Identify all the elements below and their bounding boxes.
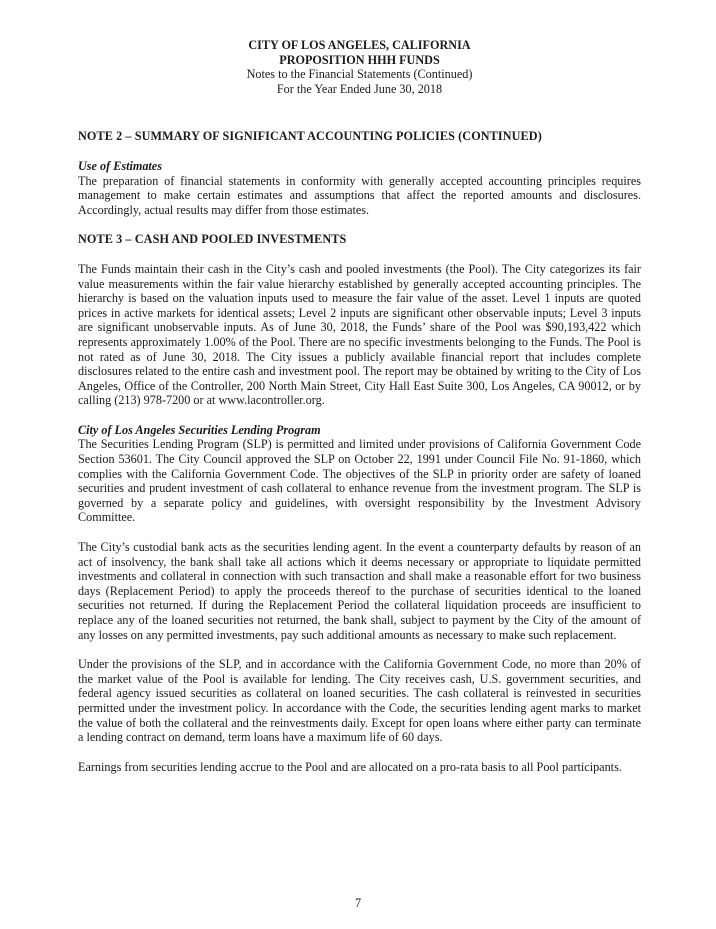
header-period-line: For the Year Ended June 30, 2018: [276, 81, 443, 96]
header-fund-line: PROPOSITION HHH FUNDS: [279, 52, 440, 67]
slp-collateral-paragraph: Under the provisions of the SLP, and in accordance with the California Government Code, no more than 20% of the market value of the Pool is available for lending. The City receives cash, U.S. government securities, and federal agency issued securities as collateral on loaned securities. The cash collateral is reinvested in securities permitted under the investment policy. In accordance with the Code, the securities lending agent marks to market the value of both the collateral and the reinvestments daily. Except for open loans where either party can terminate a lending contract on demand, term loans have a maximum life of 60 days.: [78, 657, 641, 745]
use-of-estimates-subheading: Use of Estimates: [78, 158, 162, 173]
slp-overview-paragraph: The Securities Lending Program (SLP) is permitted and limited under provisions of California Government Code Section 53601. The City Council approved the SLP on October 22, 1991 under Council File No. 91-1860, which complies with the California Government Code. The objectives of the SLP in priority order are safety of loaned securities and prudent investment of cash collateral to enhance revenue from the investment program. The SLP is governed by a separate policy and guidelines, with oversight responsibility by the Investment Advisory Committee.: [78, 437, 641, 525]
securities-lending-subheading: City of Los Angeles Securities Lending Program: [78, 422, 321, 437]
note2-heading: NOTE 2 – SUMMARY OF SIGNIFICANT ACCOUNTING POLICIES (CONTINUED): [78, 129, 542, 144]
header-city-line: CITY OF LOS ANGELES, CALIFORNIA: [248, 38, 471, 52]
page-number: 7: [354, 896, 362, 910]
pooled-investments-paragraph: The Funds maintain their cash in the City’s cash and pooled investments (the Pool). The City categorizes its fair value measurements within the fair value hierarchy established by generally accepted accounting principles. The hierarchy is based on the valuation inputs used to measure the fair value of the asset. Level 1 inputs are quoted prices in active markets for identical assets; Level 2 inputs are significant other observable inputs; Level 3 inputs are significant unobservable inputs. As of June 30, 2018, the Funds’ share of the Pool was $90,193,422 which represents approximately 1.00% of the Pool. There are no specific investments belonging to the Funds. The Pool is not rated as of June 30, 2018. The City issues a publicly available financial report that includes complete disclosures related to the entire cash and investment pool. The report may be obtained by writing to the City of Los Angeles, Office of the Controller, 200 North Main Street, City Hall East Suite 300, Los Angeles, CA 90012, or by calling (213) 978-7200 or at www.lacontroller.org.: [78, 261, 641, 408]
slp-custodial-bank-paragraph: The City’s custodial bank acts as the securities lending agent. In the event a counterparty defaults by reason of an act of insolvency, the bank shall take all actions which it deems necessary or appropriate to liquidate permitted investments and collateral in connection with such transaction and shall make a reasonable effort for two business days (Replacement Period) to apply the proceeds thereof to the purchase of securities identical to the loaned securities not returned. If during the Replacement Period the collateral liquidation proceeds are insufficient to replace any of the loaned securities not returned, the bank shall, subject to payment by the City of the amount of any losses on any permitted investments, pay such additional amounts as necessary to make such replacement.: [78, 540, 641, 642]
use-of-estimates-paragraph: The preparation of financial statements in conformity with generally accepted accounting principles requires management to make certain estimates and assumptions that affect the reported amounts and disclosures. Accordingly, actual results may differ from those estimates.: [78, 173, 641, 217]
note3-heading: NOTE 3 – CASH AND POOLED INVESTMENTS: [78, 232, 347, 247]
slp-earnings-paragraph: Earnings from securities lending accrue to the Pool and are allocated on a pro-rata basis to all Pool participants.: [78, 759, 622, 774]
document-header: [78, 38, 641, 96]
header-notes-line: Notes to the Financial Statements (Continued): [246, 67, 473, 82]
document-content: [78, 38, 641, 789]
